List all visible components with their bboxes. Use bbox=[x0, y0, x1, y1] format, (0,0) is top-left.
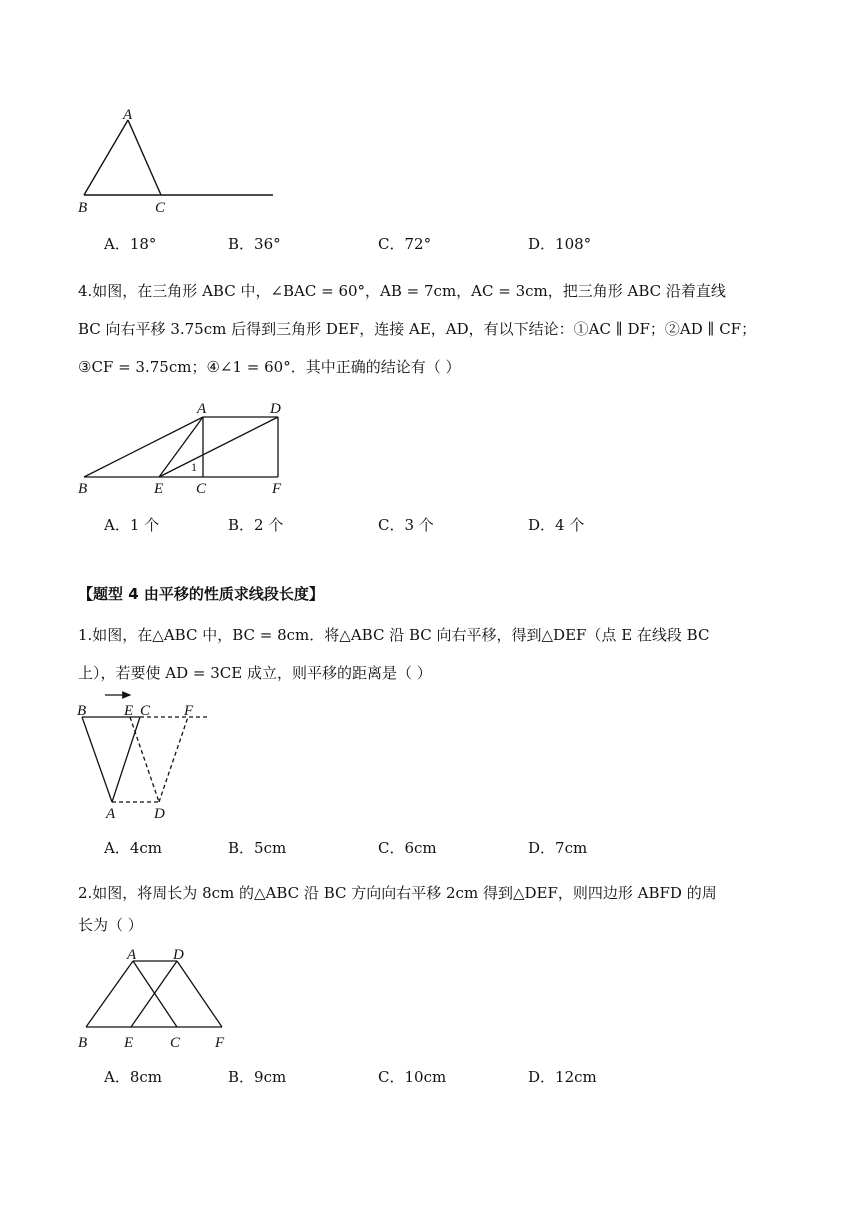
q4-text-line2: BC 向右平移 3.75cm 后得到三角形 DEF，连接 AE，AD，有以下结论：①AC ∥ DF；②AD ∥ CF； bbox=[78, 320, 757, 338]
p1-option-d[interactable]: D．7cm bbox=[528, 839, 588, 857]
p2-option-d[interactable]: D．12cm bbox=[528, 1068, 597, 1086]
label-c: C bbox=[140, 703, 151, 719]
label-c: C bbox=[155, 200, 166, 216]
label-c: C bbox=[196, 481, 207, 497]
label-f: F bbox=[215, 1035, 225, 1051]
p1-option-b[interactable]: B．5cm bbox=[228, 839, 287, 857]
figure-triangle-abc bbox=[70, 100, 290, 220]
label-e: E bbox=[124, 703, 134, 719]
figure-quadrilateral-abfd bbox=[70, 940, 240, 1055]
q3-option-d[interactable]: D．108° bbox=[528, 235, 592, 253]
p1-text-line1: 1.如图，在△ABC 中，BC = 8cm．将△ABC 沿 BC 向右平移，得到△DEF（点 E 在线段 BC bbox=[78, 626, 710, 644]
label-f: F bbox=[272, 481, 282, 497]
label-a: A bbox=[127, 947, 137, 963]
label-angle-1: 1 bbox=[191, 460, 197, 474]
p2-option-c[interactable]: C．10cm bbox=[378, 1068, 447, 1086]
q3-option-a[interactable]: A．18° bbox=[104, 235, 157, 253]
p2-text-line1: 2.如图，将周长为 8cm 的△ABC 沿 BC 方向向右平移 2cm 得到△DEF，则四边形 ABFD 的周 bbox=[78, 884, 717, 902]
label-e: E bbox=[154, 481, 164, 497]
q4-text-line3: ③CF = 3.75cm；④∠1 = 60°．其中正确的结论有（ ） bbox=[78, 358, 461, 376]
q4-option-d[interactable]: D．4 个 bbox=[528, 516, 585, 534]
label-d: D bbox=[173, 947, 184, 963]
figure-translation-abc-def bbox=[70, 395, 300, 500]
label-c: C bbox=[170, 1035, 181, 1051]
label-a: A bbox=[123, 107, 133, 123]
q4-text-line1: 4.如图，在三角形 ABC 中，∠BAC = 60°，AB = 7cm，AC = 3cm，把三角形 ABC 沿着直线 bbox=[78, 282, 726, 300]
label-a: A bbox=[197, 401, 207, 417]
label-b: B bbox=[78, 1035, 88, 1051]
q3-option-c[interactable]: C．72° bbox=[378, 235, 432, 253]
label-b: B bbox=[77, 703, 87, 719]
q4-option-c[interactable]: C．3 个 bbox=[378, 516, 434, 534]
p2-option-b[interactable]: B．9cm bbox=[228, 1068, 287, 1086]
figure-translation-dashed bbox=[70, 686, 220, 822]
label-d: D bbox=[270, 401, 281, 417]
q4-option-b[interactable]: B．2 个 bbox=[228, 516, 284, 534]
p2-text-line2: 长为（ ） bbox=[78, 916, 143, 934]
section-title: 【题型 4 由平移的性质求线段长度】 bbox=[78, 585, 324, 603]
p1-option-c[interactable]: C．6cm bbox=[378, 839, 437, 857]
p1-text-line2: 上），若要使 AD = 3CE 成立，则平移的距离是（ ） bbox=[78, 664, 432, 682]
q3-option-b[interactable]: B．36° bbox=[228, 235, 281, 253]
label-b: B bbox=[78, 200, 88, 216]
label-b: B bbox=[78, 481, 88, 497]
q4-option-a[interactable]: A．1 个 bbox=[104, 516, 160, 534]
p2-option-a[interactable]: A．8cm bbox=[104, 1068, 163, 1086]
label-f: F bbox=[184, 703, 194, 719]
p1-option-a[interactable]: A．4cm bbox=[104, 839, 163, 857]
label-d: D bbox=[154, 806, 165, 822]
label-e: E bbox=[124, 1035, 134, 1051]
label-a: A bbox=[106, 806, 116, 822]
